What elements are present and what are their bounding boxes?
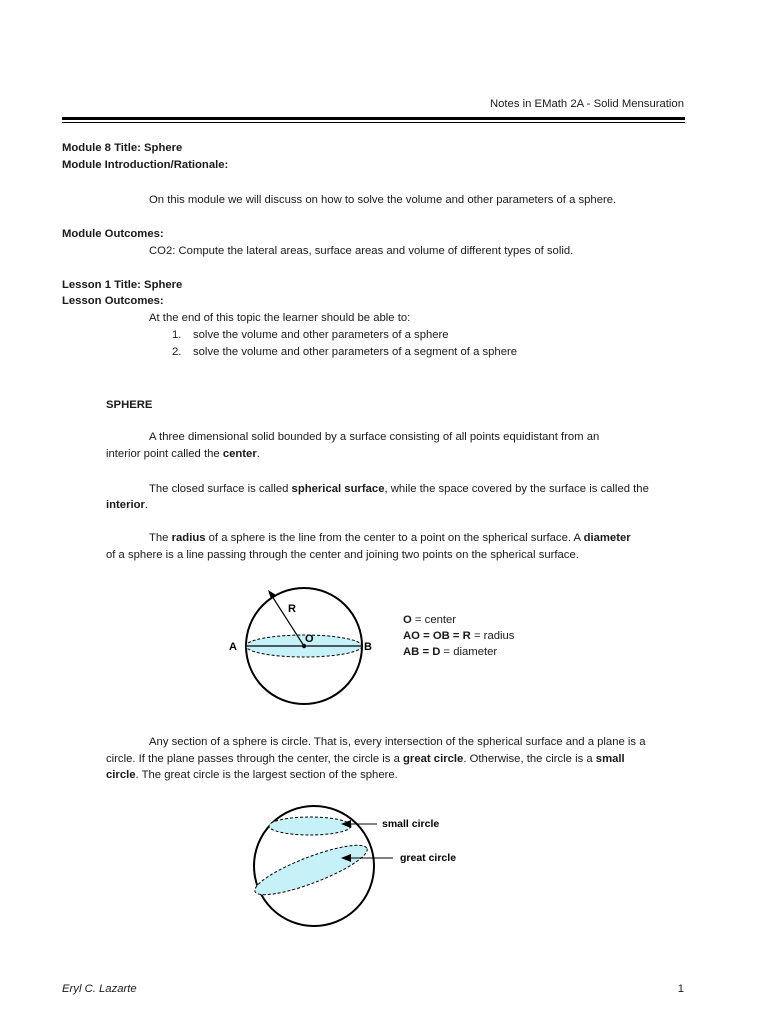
lesson-intro: At the end of this topic the learner should be able to: — [149, 312, 411, 324]
p1-line2: interior point called the center. — [106, 448, 260, 460]
label-a: A — [229, 641, 237, 653]
p1-line1: A three dimensional solid bounded by a surface consisting of all points equidistant from an — [149, 431, 600, 443]
section-line1: Any section of a sphere is circle. That is, every intersection of the spherical surface and a plane is a — [149, 736, 646, 748]
label-b: B — [364, 641, 372, 653]
label-small-circle: small circle — [382, 818, 440, 830]
legend-radius: AO = OB = R = radius — [403, 630, 515, 642]
p3-line2: of a sphere is a line passing through the center and joining two points on the spherical surface. — [106, 549, 579, 561]
section-line2: circle. If the plane passes through the center, the circle is a great circle. Otherwise, the circle is a small — [106, 753, 625, 765]
small-circle-ellipse — [269, 817, 351, 835]
p2-line2: interior. — [106, 499, 149, 511]
lesson-item-2: solve the volume and other parameters of a segment of a sphere — [193, 346, 518, 358]
lesson-outcomes-label: Lesson Outcomes: — [62, 295, 164, 307]
lesson-item-1-num: 1. — [172, 329, 182, 341]
label-great-circle: great circle — [400, 852, 457, 864]
page-number: 1 — [677, 983, 684, 995]
sphere-heading: SPHERE — [106, 399, 153, 411]
header-title: Notes in EMath 2A - Solid Mensuration — [489, 98, 684, 110]
module-intro-text: On this module we will discuss on how to solve the volume and other parameters of a sphere. — [149, 194, 617, 206]
legend-center: O = center — [403, 614, 457, 626]
radius-arrowhead — [268, 590, 276, 599]
header-rule-thick — [62, 117, 685, 120]
sphere-diagram — [220, 580, 390, 710]
p3-line1: The radius of a sphere is the line from the center to a point on the spherical surface. A diameter — [149, 532, 631, 544]
header-rule-thin — [62, 122, 685, 123]
footer-author: Eryl C. Lazarte — [62, 983, 137, 995]
module-outcome: CO2: Compute the lateral areas, surface areas and volume of different types of solid. — [149, 245, 574, 257]
module-intro-label: Module Introduction/Rationale: — [62, 159, 229, 171]
lesson-item-1: solve the volume and other parameters of a sphere — [193, 329, 449, 341]
module-title: Module 8 Title: Sphere — [62, 142, 183, 154]
lesson-item-2-num: 2. — [172, 346, 182, 358]
lesson-title: Lesson 1 Title: Sphere — [62, 279, 183, 291]
circles-diagram — [245, 800, 475, 930]
legend-diameter: AB = D = diameter — [403, 646, 498, 658]
module-outcomes-label: Module Outcomes: — [62, 228, 164, 240]
label-r: R — [288, 603, 296, 615]
great-circle-ellipse-2 — [250, 836, 371, 903]
label-o: O — [305, 633, 314, 645]
section-line3: circle. The great circle is the largest section of the sphere. — [106, 769, 398, 781]
p2-line1: The closed surface is called spherical surface, while the space covered by the surface is called the — [149, 483, 649, 495]
